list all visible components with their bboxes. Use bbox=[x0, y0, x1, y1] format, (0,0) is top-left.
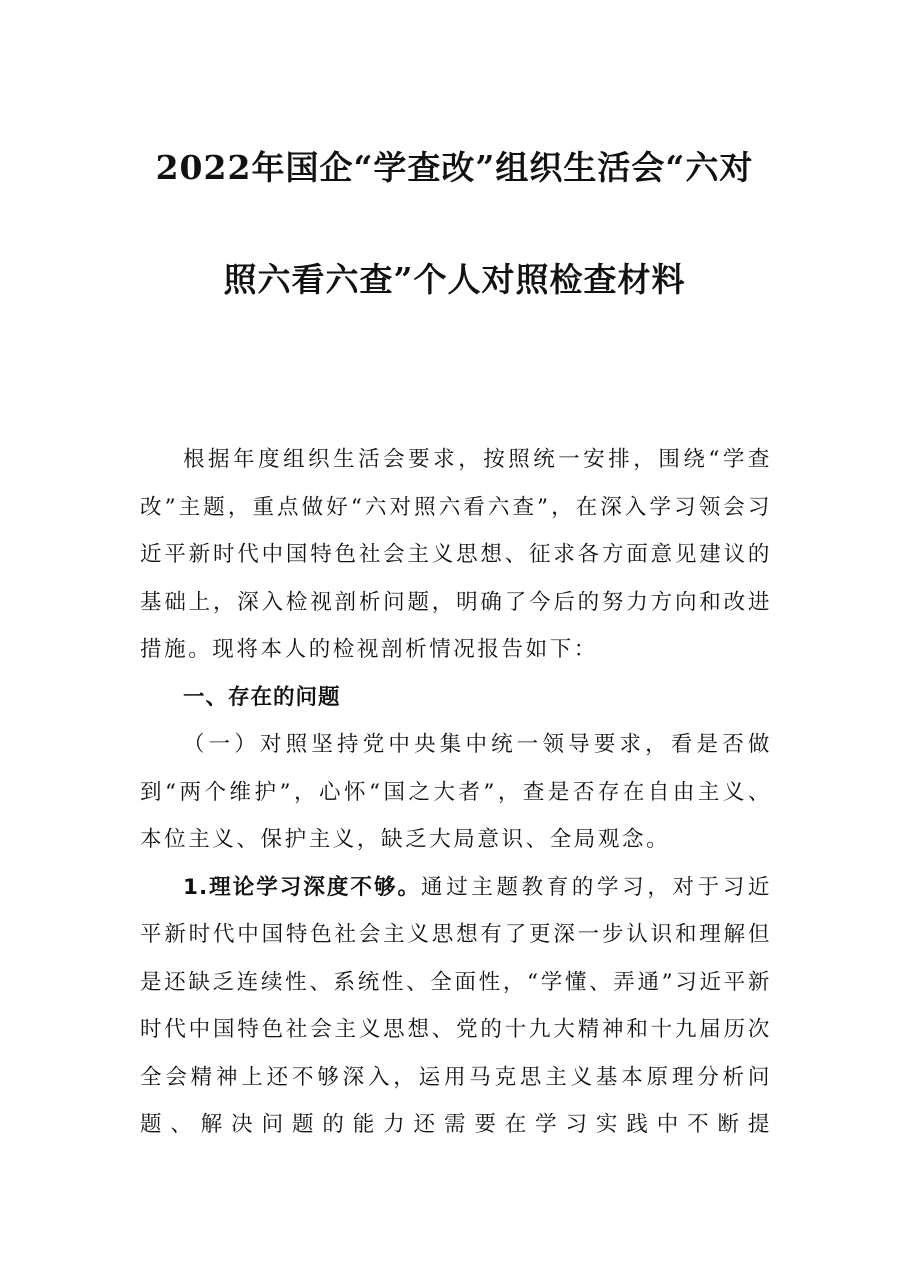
item-paragraph-1 bbox=[140, 864, 772, 1149]
document-title-line-1: 2022年国企“学查改”组织生活会“六对 bbox=[155, 148, 754, 187]
section-heading-problems: 一、存在的问题 bbox=[183, 684, 341, 710]
document-body bbox=[140, 436, 772, 1149]
item-1-text: 通过主题教育的学习，对于习近平新时代中国特色社会主义思想有了更深一步认识和理解但是还缺乏连续性、系统性、全面性，“学懂、弄通”习近平新时代中国特色社会主义思想、党的十九大精神和十九届历次全会精神上还不够深入，运用马克思主义基本原理分析问题、解决问题的能力还需要在学习实践中不断提 bbox=[140, 874, 772, 1137]
subsection-paragraph-1: （一）对照坚持党中央集中统一领导要求，看是否做到“两个维护”，心怀“国之大者”，查是否存在自由主义、本位主义、保护主义，缺乏大局意识、全局观念。 bbox=[140, 732, 772, 852]
document-title-line-2: 照六看六查”个人对照检查材料 bbox=[223, 260, 686, 299]
item-1-lead: 1.理论学习深度不够。 bbox=[183, 874, 422, 900]
intro-paragraph: 根据年度组织生活会要求，按照统一安排，围绕“学查改”主题，重点做好“六对照六看六查”，在深入学习领会习近平新时代中国特色社会主义思想、征求各方面意见建议的基础上，深入检视剖析问题，明确了今后的努力方向和改进措施。现将本人的检视剖析情况报告如下： bbox=[140, 447, 772, 662]
